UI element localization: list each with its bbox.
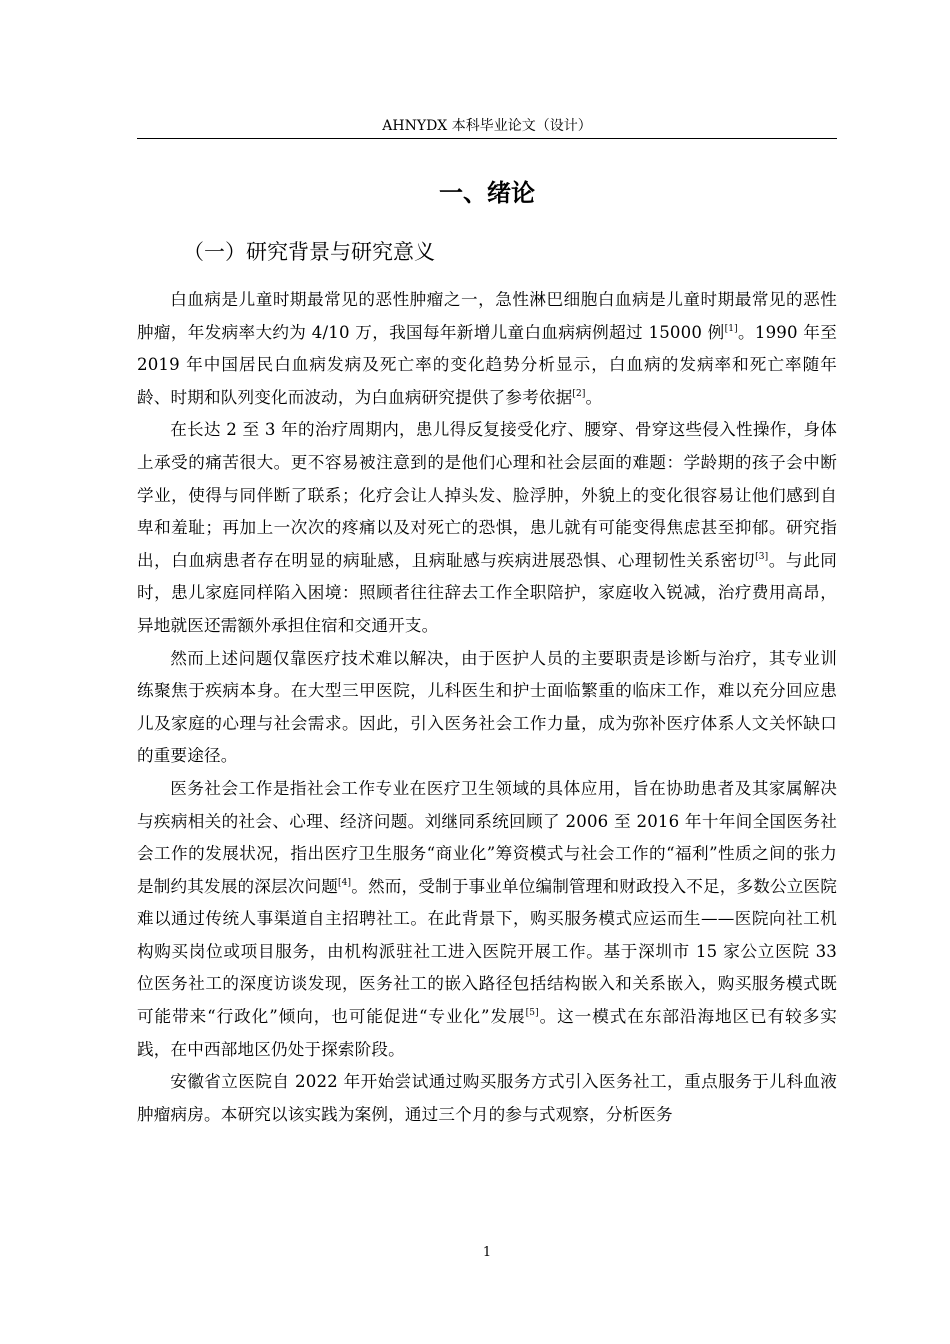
paragraph-4 bbox=[137, 773, 837, 1066]
paragraph-text: 白血病是儿童时期最常见的恶性肿瘤之一，急性淋巴细胞白血病是儿童时期最常见的恶性肿瘤，年发病率大约为 4/10 万，我国每年新增儿童白血病病例超过 15000 例 bbox=[137, 290, 837, 342]
paragraph-5 bbox=[137, 1066, 837, 1131]
paragraph-text: 然而上述问题仅靠医疗技术难以解决，由于医护人员的主要职责是诊断与治疗，其专业训练聚焦于疾病本身。在大型三甲医院，儿科医生和护士面临繁重的临床工作，难以充分回应患儿及家庭的心理与社会需求。因此，引入医务社会工作力量，成为弥补医疗体系人文关怀缺口的重要途径。 bbox=[137, 648, 837, 766]
citation-ref: [4] bbox=[338, 877, 352, 888]
section-title: （一）研究背景与研究意义 bbox=[183, 240, 435, 264]
paragraph-text: 。然而，受制于事业单位编制管理和财政投入不足，多数公立医院难以通过传统人事渠道自主招聘社工。在此背景下，购买服务模式应运而生——医院向社工机构购买岗位或项目服务，由机构派驻社工进入医院开展工作。基于深圳市 15 家公立医院 33 位医务社工的深度访谈发现，医务社工的嵌入路径包括结构嵌入和关系嵌入，购买服务模式既可能带来“行政化”倾向，也可能促进“专业化”发展 bbox=[137, 876, 837, 1027]
paragraph-text: 。 bbox=[585, 387, 603, 407]
paragraph-text: 。1990 年至 2019 年中国居民白血病发病及死亡率的变化趋势分析显示，白血病的发病率和死亡率随年龄、时期和队列变化而波动，为白血病研究提供了参考依据 bbox=[137, 322, 837, 407]
paragraph-3 bbox=[137, 643, 837, 773]
citation-ref: [2] bbox=[572, 388, 586, 399]
citation-ref: [1] bbox=[724, 323, 738, 334]
citation-ref: [3] bbox=[755, 551, 769, 562]
citation-ref: [5] bbox=[525, 1008, 539, 1019]
body-text bbox=[137, 284, 837, 1131]
running-header: AHNYDX 本科毕业论文（设计） bbox=[382, 118, 592, 134]
page-number: 1 bbox=[482, 1245, 492, 1260]
paragraph-text: 安徽省立医院自 2022 年开始尝试通过购买服务方式引入医务社工，重点服务于儿科血液肿瘤病房。本研究以该实践为案例，通过三个月的参与式观察，分析医务 bbox=[137, 1072, 837, 1124]
header-rule bbox=[137, 138, 837, 139]
paragraph-text: 。与此同时，患儿家庭同样陷入困境：照顾者往往辞去工作全职陪护，家庭收入锐减，治疗费用高昂，异地就医还需额外承担住宿和交通开支。 bbox=[137, 550, 837, 635]
paragraph-text: 在长达 2 至 3 年的治疗周期内，患儿得反复接受化疗、腰穿、骨穿这些侵入性操作，身体上承受的痛苦很大。更不容易被注意到的是他们心理和社会层面的难题：学龄期的孩子会中断学业，使得与同伴断了联系；化疗会让人掉头发、脸浮肿，外貌上的变化很容易让他们感到自卑和羞耻；再加上一次次的疼痛以及对死亡的恐惧，患儿就有可能变得焦虑甚至抑郁。研究指出，白血病患者存在明显的病耻感，且病耻感与疾病进展恐惧、心理韧性关系密切 bbox=[137, 420, 837, 570]
chapter-title: 一、绪论 bbox=[439, 179, 535, 207]
paragraph-text: 。这一模式在东部沿海地区已有较多实践，在中西部地区仍处于探索阶段。 bbox=[137, 1007, 837, 1059]
paragraph-2 bbox=[137, 414, 837, 642]
paragraph-1 bbox=[137, 284, 837, 414]
paragraph-text: 医务社会工作是指社会工作专业在医疗卫生领域的具体应用，旨在协助患者及其家属解决与疾病相关的社会、心理、经济问题。刘继同系统回顾了 2006 至 2016 年十年间全国医务社会工作的发展状况，指出医疗卫生服务“商业化”筹资模式与社会工作的“福利”性质之间的张力是制约其发展的深层次问题 bbox=[137, 778, 837, 896]
